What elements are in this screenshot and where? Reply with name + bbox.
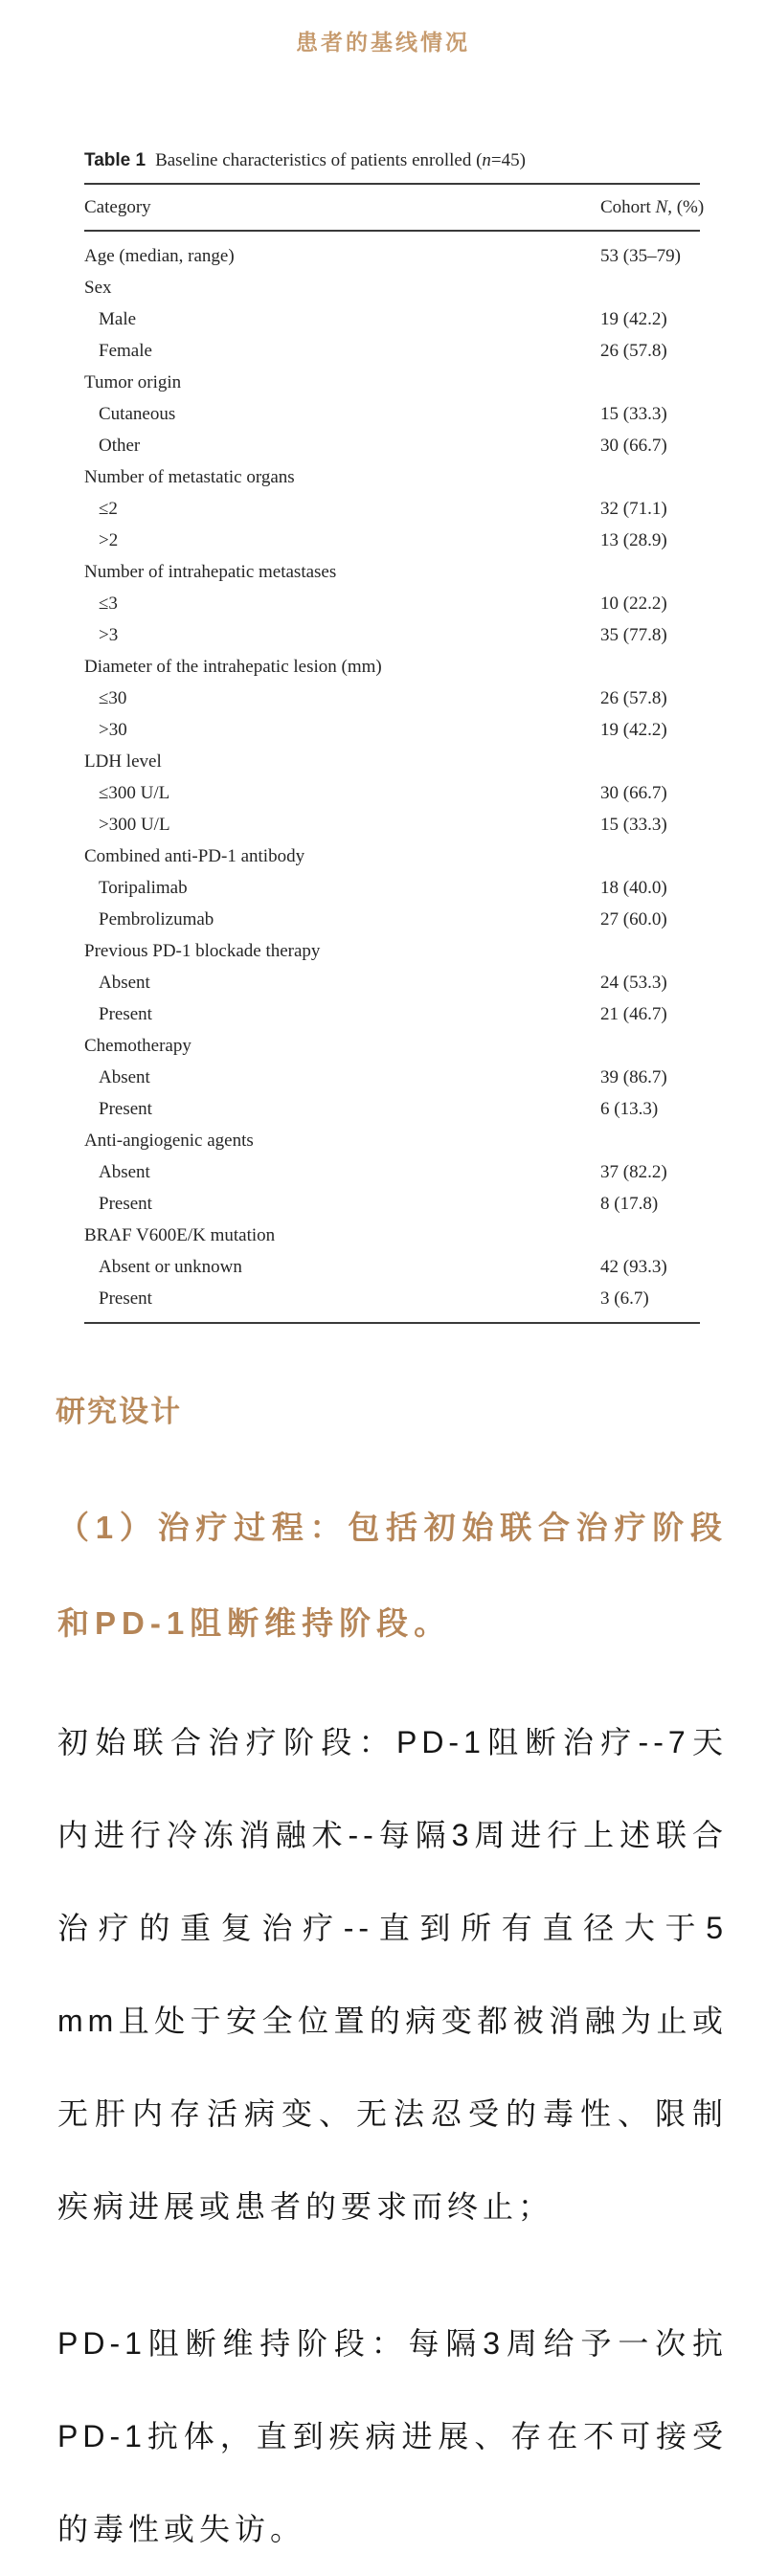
row-label: Male xyxy=(99,309,137,329)
table-row xyxy=(84,398,700,430)
treatment-process-subheading: （1）治疗过程：包括初始联合治疗阶段和PD-1阻断维持阶段。 xyxy=(57,1510,728,1641)
row-label: Chemotherapy xyxy=(84,1036,192,1056)
table-row xyxy=(84,1062,700,1093)
section-heading-study-design: 研究设计 xyxy=(56,1395,182,1429)
table-row xyxy=(84,935,700,967)
row-value: 30 (66.7) xyxy=(600,783,667,803)
table-row xyxy=(84,430,700,461)
row-value: 18 (40.0) xyxy=(600,878,667,898)
row-value: 27 (60.0) xyxy=(600,909,667,930)
row-value: 10 (22.2) xyxy=(600,594,667,614)
row-label: >30 xyxy=(99,720,127,740)
table-header-row xyxy=(84,185,705,230)
table-row xyxy=(84,619,700,651)
table-body xyxy=(84,232,700,1322)
row-label: >3 xyxy=(99,625,119,645)
row-label: Anti-angiogenic agents xyxy=(84,1131,254,1151)
table-row xyxy=(84,461,700,493)
row-value: 30 (66.7) xyxy=(600,436,667,456)
row-value: 21 (46.7) xyxy=(600,1004,667,1024)
table-caption-label: Table 1 xyxy=(84,150,146,170)
table-row xyxy=(84,714,700,746)
row-label: ≤300 U/L xyxy=(99,783,170,803)
row-label: Tumor origin xyxy=(84,372,182,392)
table-row xyxy=(84,335,700,367)
row-value: 37 (82.2) xyxy=(600,1162,667,1182)
table-row xyxy=(84,272,700,303)
baseline-characteristics-table xyxy=(84,148,705,1324)
row-value: 3 (6.7) xyxy=(600,1288,649,1309)
row-value: 32 (71.1) xyxy=(600,499,667,519)
table-caption xyxy=(84,148,700,173)
row-label: Combined anti-PD-1 antibody xyxy=(84,846,305,866)
page-title: 患者的基线情况 xyxy=(296,30,470,55)
table-row xyxy=(84,240,700,272)
paragraph-initial-combined-phase: 初始联合治疗阶段：PD-1阻断治疗--7天内进行冷冻消融术--每隔3周进行上述联合治疗的重复治疗--直到所有直径大于5 mm且处于安全位置的病变都被消融为止或无肝内存活病变、无法忍受的毒性、限制疾病进展或患者的要求而终止； xyxy=(57,1725,764,2224)
row-label: ≤30 xyxy=(99,688,127,708)
row-label: Sex xyxy=(84,278,112,298)
table-row xyxy=(84,1030,700,1062)
column-header-category: Category xyxy=(84,197,151,217)
table-row xyxy=(84,493,700,525)
row-label: Present xyxy=(99,1288,152,1309)
row-label: Other xyxy=(99,436,141,456)
row-label: >2 xyxy=(99,530,119,550)
table-row xyxy=(84,872,700,904)
row-label: Number of intrahepatic metastases xyxy=(84,562,337,582)
row-label: Pembrolizumab xyxy=(99,909,214,930)
column-header-cohort: Cohort N, (%) xyxy=(600,197,705,217)
row-value: 26 (57.8) xyxy=(600,341,667,361)
table-row xyxy=(84,303,700,335)
table-row xyxy=(84,809,700,840)
row-value: 26 (57.8) xyxy=(600,688,667,708)
table-row xyxy=(84,556,700,588)
row-value: 53 (35–79) xyxy=(600,246,681,266)
row-value: 19 (42.2) xyxy=(600,720,667,740)
row-label: Absent or unknown xyxy=(99,1257,242,1277)
row-value: 19 (42.2) xyxy=(600,309,667,329)
table-row xyxy=(84,1251,700,1283)
row-label: Cutaneous xyxy=(99,404,176,424)
row-value: 35 (77.8) xyxy=(600,625,667,645)
table-row xyxy=(84,1220,700,1251)
row-label: LDH level xyxy=(84,751,162,772)
row-label: Present xyxy=(99,1194,152,1214)
row-value: 13 (28.9) xyxy=(600,530,667,550)
row-label: Number of metastatic organs xyxy=(84,467,295,487)
row-label: >300 U/L xyxy=(99,815,170,835)
row-label: Previous PD-1 blockade therapy xyxy=(84,941,321,961)
row-label: Present xyxy=(99,1099,152,1119)
table-row xyxy=(84,967,700,998)
table-row xyxy=(84,651,700,683)
row-value: 8 (17.8) xyxy=(600,1194,659,1214)
row-label: Present xyxy=(99,1004,152,1024)
row-value: 39 (86.7) xyxy=(600,1067,667,1087)
paragraph-maintenance-phase: PD-1阻断维持阶段：每隔3周给予一次抗PD-1抗体，直到疾病进展、存在不可接受的毒性或失访。 xyxy=(57,2326,728,2546)
table-row xyxy=(84,1093,700,1125)
row-value: 15 (33.3) xyxy=(600,815,667,835)
table-row xyxy=(84,367,700,398)
table-row xyxy=(84,588,700,619)
row-label: Diameter of the intrahepatic lesion (mm) xyxy=(84,657,382,677)
table-caption-text: Baseline characteristics of patients enrolled (n=45) xyxy=(155,150,526,170)
row-label: Toripalimab xyxy=(99,878,188,898)
table-row xyxy=(84,683,700,714)
row-label: ≤2 xyxy=(99,499,118,519)
table-row xyxy=(84,777,700,809)
row-label: Absent xyxy=(99,973,150,993)
row-value: 15 (33.3) xyxy=(600,404,667,424)
row-label: BRAF V600E/K mutation xyxy=(84,1225,276,1245)
table-bottom-rule xyxy=(84,1322,700,1324)
row-value: 6 (13.3) xyxy=(600,1099,659,1119)
row-label: Absent xyxy=(99,1162,150,1182)
table-row xyxy=(84,904,700,935)
table-row xyxy=(84,1156,700,1188)
table-row xyxy=(84,998,700,1030)
row-label: Female xyxy=(99,341,152,361)
table-row xyxy=(84,746,700,777)
row-value: 24 (53.3) xyxy=(600,973,667,993)
row-value: 42 (93.3) xyxy=(600,1257,667,1277)
table-row xyxy=(84,1125,700,1156)
row-label: ≤3 xyxy=(99,594,118,614)
table-row xyxy=(84,1283,700,1314)
row-label: Age (median, range) xyxy=(84,246,235,266)
row-label: Absent xyxy=(99,1067,150,1087)
table-row xyxy=(84,840,700,872)
table-row xyxy=(84,525,700,556)
table-row xyxy=(84,1188,700,1220)
